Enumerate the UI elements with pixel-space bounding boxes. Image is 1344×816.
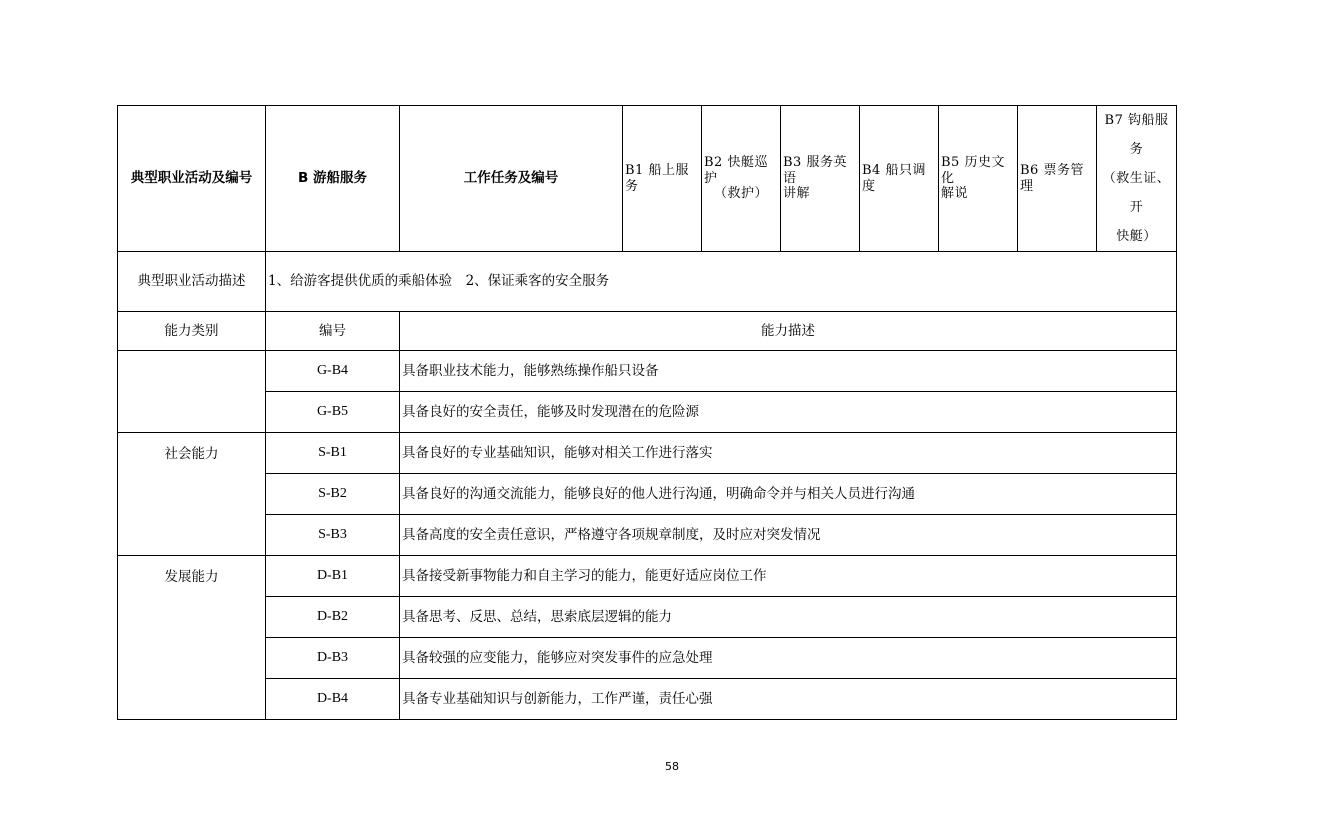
ability-table xyxy=(117,105,1177,720)
desc-cell: 具备良好的沟通交流能力，能够良好的他人进行沟通，明确命令并与相关人员进行沟通 xyxy=(400,474,1177,515)
column-code: 编号 xyxy=(266,312,400,351)
table-row xyxy=(118,351,1177,392)
code-cell: G-B5 xyxy=(266,392,400,433)
task-b5-line2: 解说 xyxy=(941,186,969,202)
table-row xyxy=(118,679,1177,720)
desc-cell: 具备思考、反思、总结，思索底层逻辑的能力 xyxy=(400,597,1177,638)
description-row xyxy=(118,252,1177,312)
task-b6-line1: B6 票务管理 xyxy=(1020,162,1084,194)
task-b2-line2: （救护） xyxy=(713,186,768,202)
desc-cell: 具备接受新事物能力和自主学习的能力，能更好适应岗位工作 xyxy=(400,556,1177,597)
category-cell: 社会能力 xyxy=(118,433,266,556)
table-row xyxy=(118,392,1177,433)
desc-cell: 具备较强的应变能力，能够应对突发事件的应急处理 xyxy=(400,638,1177,679)
code-cell: D-B4 xyxy=(266,679,400,720)
code-cell: S-B1 xyxy=(266,433,400,474)
column-header-row xyxy=(118,312,1177,351)
task-b6 xyxy=(1018,106,1097,252)
code-cell: S-B2 xyxy=(266,474,400,515)
desc-cell: 具备专业基础知识与创新能力，工作严谨，责任心强 xyxy=(400,679,1177,720)
description-value: 1、给游客提供优质的乘船体验 2、保证乘客的安全服务 xyxy=(266,252,1177,312)
task-b7-line3: 快艇） xyxy=(1116,229,1157,244)
task-b4 xyxy=(860,106,939,252)
task-b1-line1: B1 船上服务 xyxy=(625,162,689,194)
header-row xyxy=(118,106,1177,252)
code-cell: D-B3 xyxy=(266,638,400,679)
task-b2 xyxy=(702,106,781,252)
desc-cell: 具备职业技术能力，能够熟练操作船只设备 xyxy=(400,351,1177,392)
task-b3-line1: B3 服务英语 xyxy=(783,155,847,186)
task-b7-line2: （救生证、开 xyxy=(1102,171,1171,215)
table-row xyxy=(118,474,1177,515)
page-number: 58 xyxy=(665,760,679,773)
category-cell xyxy=(118,351,266,433)
category-cell: 发展能力 xyxy=(118,556,266,720)
table-row xyxy=(118,515,1177,556)
activity-label: 典型职业活动及编号 xyxy=(118,106,266,252)
code-cell: G-B4 xyxy=(266,351,400,392)
table-row xyxy=(118,597,1177,638)
task-b4-line1: B4 船只调度 xyxy=(862,162,926,194)
table-row xyxy=(118,556,1177,597)
task-b2-line1: B2 快艇巡护 xyxy=(704,155,768,186)
task-b1 xyxy=(623,106,702,252)
code-cell: D-B1 xyxy=(266,556,400,597)
desc-cell: 具备良好的专业基础知识，能够对相关工作进行落实 xyxy=(400,433,1177,474)
task-b7 xyxy=(1097,106,1177,252)
task-label: 工作任务及编号 xyxy=(400,106,623,252)
task-b5 xyxy=(939,106,1018,252)
desc-cell: 具备良好的安全责任，能够及时发现潜在的危险源 xyxy=(400,392,1177,433)
task-b3 xyxy=(781,106,860,252)
code-cell: S-B3 xyxy=(266,515,400,556)
task-b3-line2: 讲解 xyxy=(783,186,811,202)
task-b7-line1: B7 钩船服务 xyxy=(1104,113,1169,157)
task-b5-line1: B5 历史文化 xyxy=(941,155,1005,186)
description-label: 典型职业活动描述 xyxy=(118,252,266,312)
table-row xyxy=(118,638,1177,679)
table-row xyxy=(118,433,1177,474)
activity-value: B 游船服务 xyxy=(266,106,400,252)
desc-cell: 具备高度的安全责任意识，严格遵守各项规章制度，及时应对突发情况 xyxy=(400,515,1177,556)
column-desc: 能力描述 xyxy=(400,312,1177,351)
column-category: 能力类别 xyxy=(118,312,266,351)
code-cell: D-B2 xyxy=(266,597,400,638)
